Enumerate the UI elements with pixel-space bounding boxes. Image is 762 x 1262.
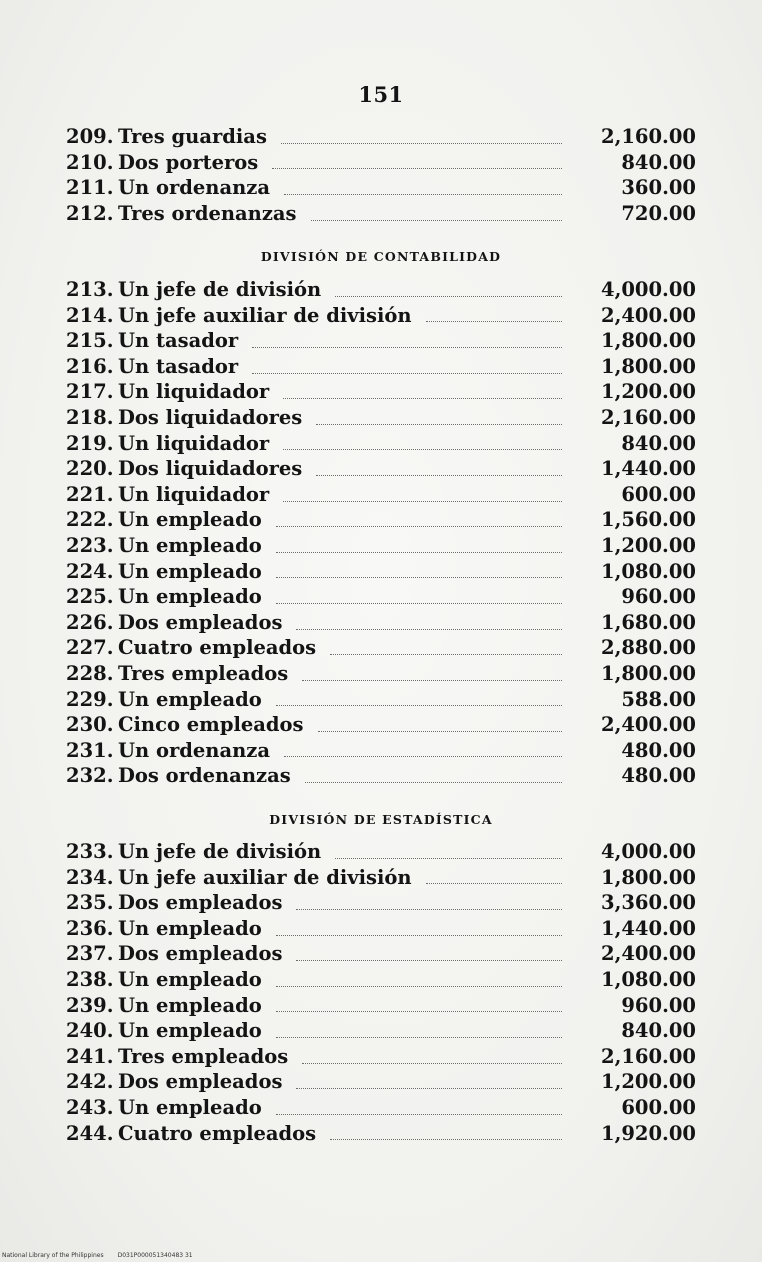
list-item	[66, 764, 696, 790]
section-3-list	[66, 840, 696, 1147]
item-amount: 3,360.00	[601, 891, 696, 915]
item-label: Un jefe de división	[118, 840, 322, 863]
list-item	[66, 994, 696, 1020]
item-amount: 1,440.00	[601, 916, 696, 940]
list-item	[66, 1019, 696, 1045]
dot-leader	[305, 781, 562, 783]
dot-leader	[283, 448, 562, 450]
dot-leader	[335, 295, 562, 297]
item-label: Un empleado	[118, 916, 262, 940]
item-amount: 840.00	[621, 1019, 696, 1043]
item-label: Dos liquidadores	[118, 457, 303, 481]
item-label: Dos empleados	[118, 1070, 283, 1094]
list-item	[66, 942, 696, 968]
dot-leader	[272, 167, 562, 169]
item-label: Un jefe auxiliar de división	[118, 865, 412, 889]
item-number: 238.	[66, 967, 114, 991]
item-label: Un empleado	[118, 585, 262, 609]
item-number: 211.	[66, 176, 114, 200]
item-number: 210.	[66, 150, 114, 174]
item-number: 219.	[66, 431, 114, 455]
item-number: 239.	[66, 993, 114, 1017]
list-item	[66, 636, 696, 662]
dot-leader	[283, 500, 562, 502]
item-amount: 720.00	[621, 201, 696, 225]
item-amount: 1,200.00	[601, 533, 696, 557]
item-number: 235.	[66, 891, 114, 915]
section-heading-contabilidad: DIVISIÓN DE CONTABILIDAD	[260, 249, 502, 264]
item-label: Un jefe de división	[118, 278, 322, 301]
dot-leader	[318, 730, 562, 732]
item-number: 216.	[66, 354, 114, 378]
item-number: 223.	[66, 533, 114, 557]
item-number: 218.	[66, 405, 114, 429]
item-amount: 588.00	[621, 687, 696, 711]
item-label: Un empleado	[118, 1095, 262, 1119]
item-label: Cinco empleados	[118, 713, 304, 737]
dot-leader	[276, 576, 562, 578]
item-label: Dos liquidadores	[118, 405, 303, 429]
list-item	[66, 560, 696, 586]
item-label: Un ordenanza	[118, 176, 270, 200]
list-item	[66, 278, 696, 304]
item-amount: 840.00	[621, 150, 696, 174]
item-number: 233.	[66, 840, 114, 863]
item-label: Dos empleados	[118, 891, 283, 915]
section-heading-estadistica: DIVISIÓN DE ESTADÍSTICA	[269, 812, 493, 827]
item-number: 209.	[66, 125, 114, 148]
page-number: 151	[358, 82, 404, 107]
item-label: Tres ordenanzas	[118, 201, 297, 225]
item-label: Un liquidador	[118, 482, 270, 506]
item-label: Dos ordenanzas	[118, 764, 291, 788]
item-number: 227.	[66, 636, 114, 660]
dot-leader	[335, 857, 562, 859]
item-number: 225.	[66, 585, 114, 609]
item-amount: 1,200.00	[601, 380, 696, 404]
item-amount: 600.00	[621, 482, 696, 506]
item-number: 220.	[66, 457, 114, 481]
item-number: 212.	[66, 201, 114, 225]
list-item	[66, 202, 696, 228]
item-amount: 2,400.00	[601, 713, 696, 737]
list-item	[66, 534, 696, 560]
item-label: Tres guardias	[118, 125, 267, 148]
list-item	[66, 304, 696, 330]
item-number: 243.	[66, 1095, 114, 1119]
list-item	[66, 355, 696, 381]
dot-leader	[283, 397, 562, 399]
dot-leader	[330, 1138, 562, 1140]
item-label: Un empleado	[118, 533, 262, 557]
item-number: 232.	[66, 764, 114, 788]
dot-leader	[284, 193, 562, 195]
item-amount: 1,920.00	[601, 1121, 696, 1145]
item-amount: 1,560.00	[601, 508, 696, 532]
footer-code: D031P000051340483 31	[117, 1252, 193, 1259]
item-amount: 360.00	[621, 176, 696, 200]
dot-leader	[276, 551, 562, 553]
item-amount: 2,160.00	[601, 1044, 696, 1068]
dot-leader	[284, 755, 562, 757]
item-number: 213.	[66, 278, 114, 301]
item-amount: 1,800.00	[601, 354, 696, 378]
item-number: 224.	[66, 559, 114, 583]
item-amount: 2,160.00	[601, 125, 696, 148]
item-number: 221.	[66, 482, 114, 506]
item-number: 236.	[66, 916, 114, 940]
item-number: 226.	[66, 610, 114, 634]
dot-leader	[281, 142, 562, 144]
dot-leader	[276, 1113, 562, 1115]
dot-leader	[276, 934, 562, 936]
item-amount: 960.00	[621, 585, 696, 609]
item-number: 237.	[66, 942, 114, 966]
item-number: 244.	[66, 1121, 114, 1145]
dot-leader	[311, 219, 562, 221]
dot-leader	[296, 908, 562, 910]
item-number: 222.	[66, 508, 114, 532]
item-label: Cuatro empleados	[118, 636, 317, 660]
list-item	[66, 457, 696, 483]
item-amount: 480.00	[621, 764, 696, 788]
dot-leader	[276, 985, 562, 987]
item-amount: 2,160.00	[601, 405, 696, 429]
item-label: Un liquidador	[118, 431, 270, 455]
dot-leader	[302, 1062, 562, 1064]
list-item	[66, 688, 696, 714]
dot-leader	[330, 653, 562, 655]
item-number: 215.	[66, 329, 114, 353]
item-label: Un empleado	[118, 508, 262, 532]
item-number: 242.	[66, 1070, 114, 1094]
list-item	[66, 483, 696, 509]
item-amount: 1,200.00	[601, 1070, 696, 1094]
item-label: Dos empleados	[118, 942, 283, 966]
item-amount: 2,400.00	[601, 942, 696, 966]
item-number: 217.	[66, 380, 114, 404]
item-label: Tres empleados	[118, 1044, 289, 1068]
list-item	[66, 380, 696, 406]
list-item	[66, 585, 696, 611]
dot-leader	[276, 602, 562, 604]
item-amount: 1,080.00	[601, 967, 696, 991]
item-number: 231.	[66, 738, 114, 762]
dot-leader	[316, 474, 562, 476]
list-item	[66, 508, 696, 534]
item-amount: 4,000.00	[601, 840, 696, 863]
list-item	[66, 713, 696, 739]
item-label: Un liquidador	[118, 380, 270, 404]
item-amount: 960.00	[621, 993, 696, 1017]
item-label: Un ordenanza	[118, 738, 270, 762]
item-amount: 1,800.00	[601, 865, 696, 889]
item-label: Un tasador	[118, 354, 239, 378]
item-amount: 1,800.00	[601, 329, 696, 353]
item-amount: 840.00	[621, 431, 696, 455]
dot-leader	[296, 959, 562, 961]
list-item	[66, 866, 696, 892]
item-number: 214.	[66, 303, 114, 327]
list-item	[66, 891, 696, 917]
dot-leader	[276, 525, 562, 527]
list-item	[66, 1096, 696, 1122]
list-item	[66, 917, 696, 943]
item-amount: 480.00	[621, 738, 696, 762]
item-label: Cuatro empleados	[118, 1121, 317, 1145]
item-number: 228.	[66, 661, 114, 685]
dot-leader	[426, 882, 562, 884]
item-amount: 2,880.00	[601, 636, 696, 660]
item-label: Un jefe auxiliar de división	[118, 303, 412, 327]
item-amount: 600.00	[621, 1095, 696, 1119]
item-amount: 1,080.00	[601, 559, 696, 583]
section-2-list	[66, 278, 696, 790]
item-amount: 1,440.00	[601, 457, 696, 481]
dot-leader	[252, 372, 562, 374]
list-item	[66, 840, 696, 866]
item-label: Un tasador	[118, 329, 239, 353]
dot-leader	[252, 346, 562, 348]
item-label: Un empleado	[118, 993, 262, 1017]
scan-footer	[2, 1252, 207, 1259]
list-item	[66, 151, 696, 177]
dot-leader	[426, 320, 562, 322]
list-item	[66, 329, 696, 355]
dot-leader	[316, 423, 562, 425]
list-item	[66, 1045, 696, 1071]
item-label: Un empleado	[118, 687, 262, 711]
list-item	[66, 406, 696, 432]
list-item	[66, 176, 696, 202]
item-number: 229.	[66, 687, 114, 711]
dot-leader	[276, 704, 562, 706]
item-amount: 1,680.00	[601, 610, 696, 634]
item-number: 240.	[66, 1019, 114, 1043]
list-item	[66, 739, 696, 765]
item-amount: 2,400.00	[601, 303, 696, 327]
dot-leader	[296, 1087, 562, 1089]
item-label: Un empleado	[118, 967, 262, 991]
item-label: Dos empleados	[118, 610, 283, 634]
list-item	[66, 611, 696, 637]
item-label: Un empleado	[118, 559, 262, 583]
item-label: Tres empleados	[118, 661, 289, 685]
list-item	[66, 125, 696, 151]
item-amount: 4,000.00	[601, 278, 696, 301]
footer-library: National Library of the Philippines	[2, 1252, 104, 1259]
dot-leader	[276, 1036, 562, 1038]
item-label: Un empleado	[118, 1019, 262, 1043]
dot-leader	[302, 679, 562, 681]
list-item	[66, 968, 696, 994]
list-item	[66, 1070, 696, 1096]
list-item	[66, 662, 696, 688]
list-item	[66, 432, 696, 458]
item-number: 241.	[66, 1044, 114, 1068]
item-amount: 1,800.00	[601, 661, 696, 685]
section-1-list	[66, 125, 696, 227]
item-label: Dos porteros	[118, 150, 259, 174]
item-number: 234.	[66, 865, 114, 889]
item-number: 230.	[66, 713, 114, 737]
dot-leader	[296, 628, 562, 630]
dot-leader	[276, 1010, 562, 1012]
list-item	[66, 1122, 696, 1148]
